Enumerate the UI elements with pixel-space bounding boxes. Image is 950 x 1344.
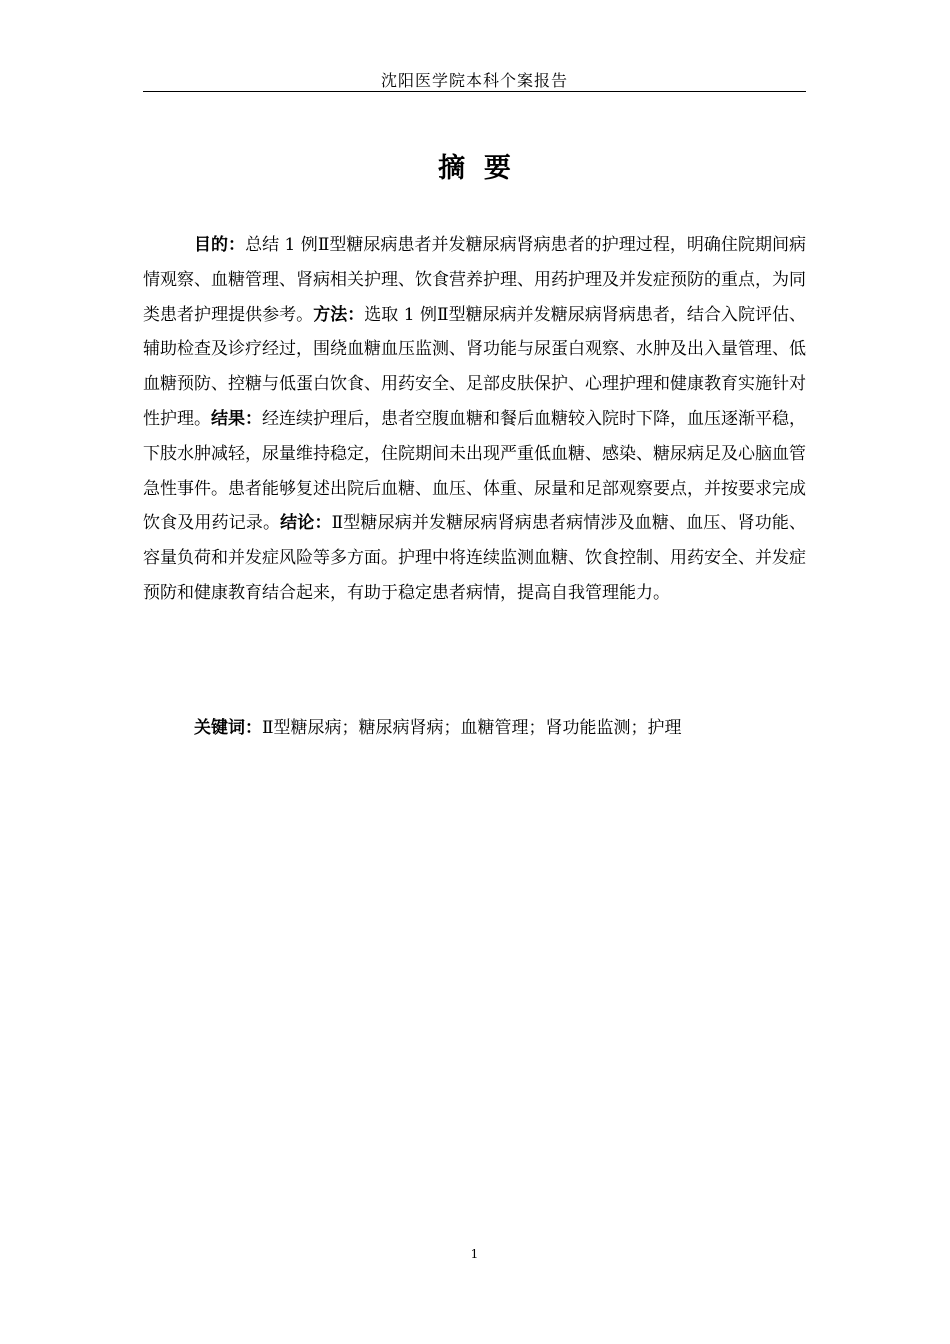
objective-text: 总结 1 例Ⅱ型糖尿病患者并发糖尿病肾病患者的护理过程，明确住院期间病情观察、血糖管理、肾病相关护理、饮食营养护理、用药护理及并发症预防的重点，为同类患者护理提供参考。	[143, 235, 806, 325]
keywords-label: 关键词：	[194, 718, 262, 738]
method-text: 选取 1 例Ⅱ型糖尿病并发糖尿病肾病患者，结合入院评估、辅助检查及诊疗经过，围绕血糖血压监测、肾功能与尿蛋白观察、水肿及出入量管理、低血糖预防、控糖与低蛋白饮食、用药安全、足部皮肤保护、心理护理和健康教育实施针对性护理。	[143, 304, 807, 429]
method-label: 方法：	[313, 304, 365, 325]
objective-label: 目的：	[194, 235, 246, 255]
page-number: 1	[470, 1247, 479, 1261]
result-label: 结果：	[211, 408, 262, 429]
conclusion-label: 结论：	[280, 513, 332, 534]
page-title: 摘 要	[438, 153, 511, 184]
result-text: 经连续护理后，患者空腹血糖和餐后血糖较入院时下降，血压逐渐平稳，下肢水肿减轻，尿量维持稳定，住院期间未出现严重低血糖、感染、糖尿病足及心脑血管急性事件。患者能够复述出院后血糖、血压、体重、尿量和足部观察要点，并按要求完成饮食及用药记录。	[143, 408, 806, 534]
header-divider	[143, 91, 806, 92]
abstract-paragraph	[143, 228, 806, 611]
conclusion-text: Ⅱ型糖尿病并发糖尿病肾病患者病情涉及血糖、血压、肾功能、容量负荷和并发症风险等多方面。护理中将连续监测血糖、饮食控制、用药安全、并发症预防和健康教育结合起来，有助于稳定患者病情，提高自我管理能力。	[143, 513, 807, 603]
keywords-line	[194, 711, 806, 745]
running-header: 沈阳医学院本科个案报告	[380, 71, 568, 90]
keywords-text: Ⅱ型糖尿病；糖尿病肾病；血糖管理；肾功能监测；护理	[262, 718, 682, 738]
